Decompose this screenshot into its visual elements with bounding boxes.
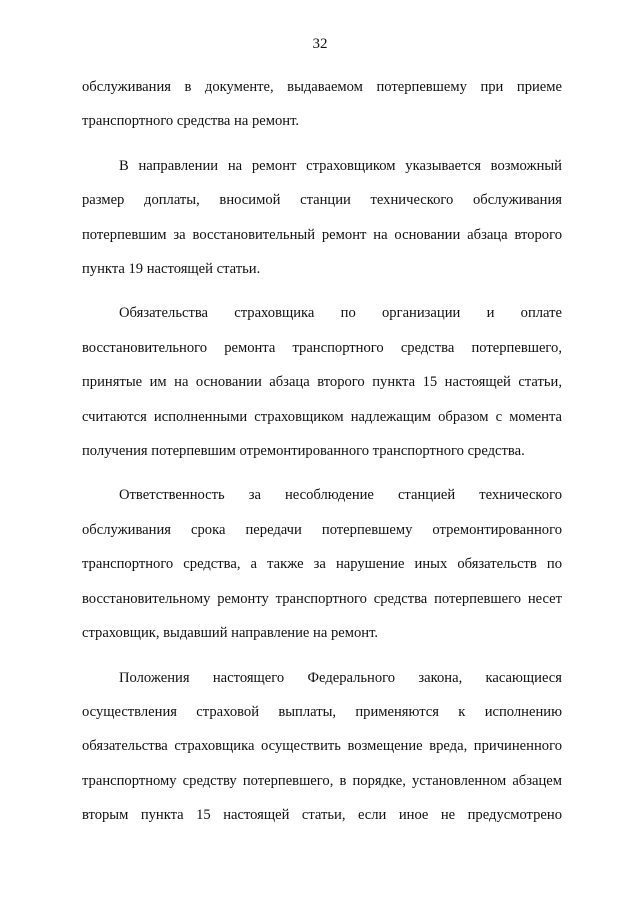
text-line: размер доплаты, вносимой станции технического обслуживания [82,192,562,209]
text-line: транспортного средства, а также за нарушение иных обязательств по [82,556,562,573]
text-line: вторым пункта 15 настоящей статьи, если иное не предусмотрено [82,807,562,824]
text-line: обслуживания срока передачи потерпевшему отремонтированного [82,521,562,538]
text-line: Положения настоящего Федерального закона, касающиеся [119,669,562,686]
paragraph-2 [82,149,562,287]
paragraph-5 [82,661,562,833]
paragraph-3 [82,296,562,468]
text-line: получения потерпевшим отремонтированного транспортного средства. [82,443,525,460]
text-line: восстановительному ремонту транспортного средства потерпевшего несет [82,590,562,607]
text-line: обслуживания в документе, выдаваемом потерпевшему при приеме [82,79,562,95]
paragraph-1 [82,70,562,139]
text-line: считаются исполненными страховщиком надлежащим образом с момента [82,408,562,425]
text-line: осуществления страховой выплаты, применяются к исполнению [82,703,562,720]
document-body [82,70,562,843]
text-line: Обязательства страховщика по организации и оплате [119,305,562,322]
page-number: 32 [312,36,328,52]
text-line: В направлении на ремонт страховщиком указывается возможный [119,157,562,174]
text-line: пункта 19 настоящей статьи. [82,261,261,278]
text-line: принятые им на основании абзаца второго пункта 15 настоящей статьи, [82,374,562,391]
text-line: Ответственность за несоблюдение станцией технического [119,487,562,504]
text-line: транспортного средства на ремонт. [82,113,300,130]
paragraph-4 [82,478,562,650]
text-line: восстановительного ремонта транспортного средства потерпевшего, [82,339,562,356]
text-line: страховщик, выдавший направление на ремонт. [82,625,379,642]
text-line: потерпевшим за восстановительный ремонт на основании абзаца второго [82,226,562,243]
text-line: обязательства страховщика осуществить возмещение вреда, причиненного [82,738,562,755]
text-line: транспортному средству потерпевшего, в порядке, установленном абзацем [82,772,562,789]
